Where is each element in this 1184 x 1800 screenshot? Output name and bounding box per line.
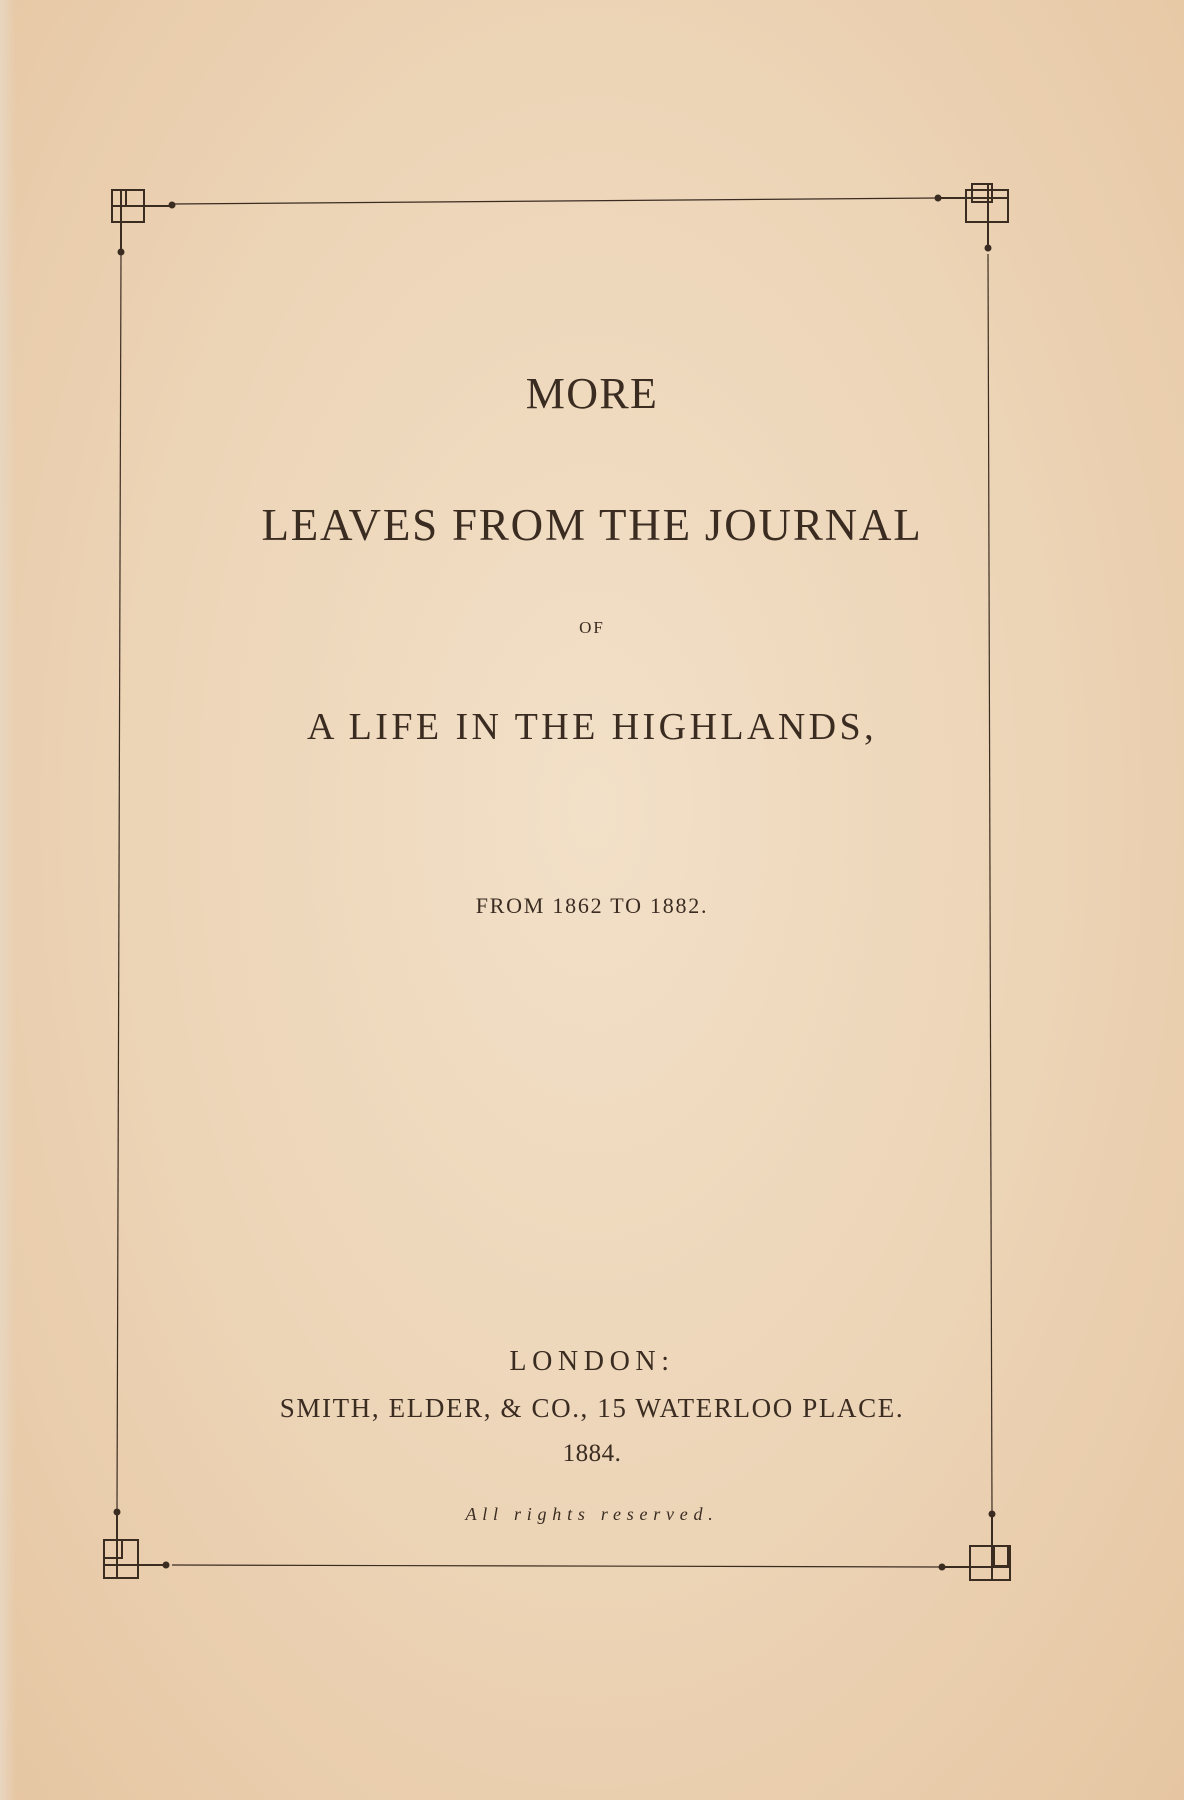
title-line-of: OF [579,618,605,637]
imprint-year: 1884. [562,1440,622,1467]
top-border-rule [172,198,938,204]
title-line-leaves: LEAVES FROM THE JOURNAL [261,500,923,550]
top-right-corner-icon [936,184,1009,251]
imprint-publisher: SMITH, ELDER, & CO., 15 WATERLOO PLACE. [279,1393,905,1423]
left-border-rule [117,254,121,1510]
bottom-border-rule [172,1565,942,1567]
title-line-life: A LIFE IN THE HIGHLANDS, [306,706,878,748]
top-left-corner-icon [112,190,175,255]
imprint-city: LONDON: [509,1346,675,1377]
rights-notice: All rights reserved. [465,1504,719,1524]
date-range: FROM 1862 TO 1882. [475,893,709,918]
right-border-rule [988,254,992,1512]
title-line-more: MORE [525,369,659,418]
